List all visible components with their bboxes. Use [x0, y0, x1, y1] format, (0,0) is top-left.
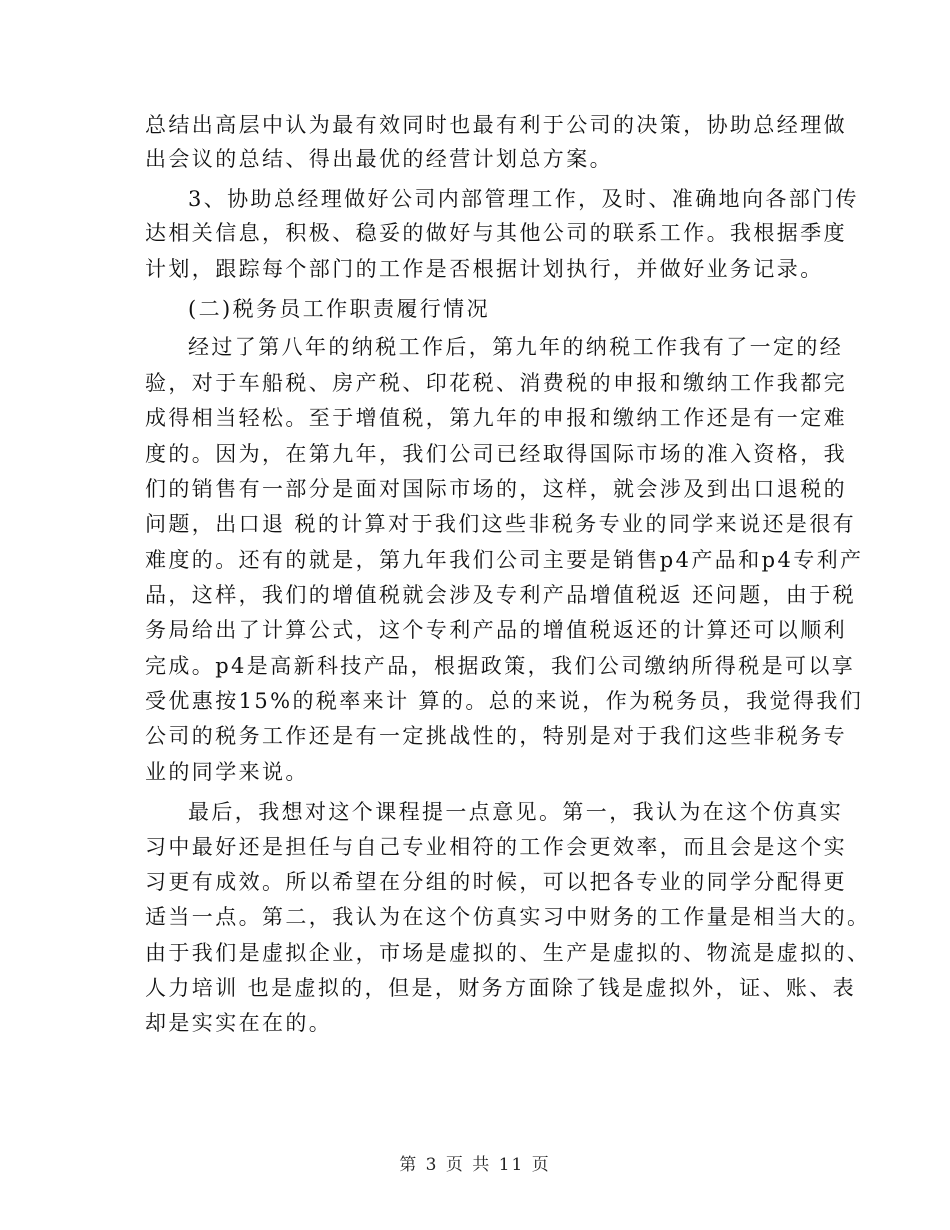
- text-line: 度的。因为，在第九年，我们公司已经取得国际市场的准入资格，我: [145, 442, 847, 466]
- text-line: 品，这样，我们的增值税就会涉及专利产品增值税返 还问题，由于税: [145, 583, 857, 607]
- text-line: 完成。p4是高新科技产品，根据政策，我们公司缴纳所得税是可以享: [145, 654, 856, 678]
- text-line: 出会议的总结、得出最优的经营计划总方案。: [145, 147, 613, 171]
- text-line: 由于我们是虚拟企业，市场是虚拟的、生产是虚拟的、物流是虚拟的、: [145, 941, 871, 965]
- text-line: 难度的。还有的就是，第九年我们公司主要是销售p4产品和p4专利产: [145, 548, 864, 572]
- text-line: 公司的税务工作还是有一定挑战性的，特别是对于我们这些非税务专: [145, 724, 847, 748]
- text-line: 最后，我想对这个课程提一点意见。第一，我认为在这个仿真实: [188, 800, 844, 824]
- text-line: 3、协助总经理做好公司内部管理工作，及时、准确地向各部门传: [188, 187, 859, 211]
- text-line: 却是实实在在的。: [145, 1011, 333, 1035]
- text-line: 验，对于车船税、房产税、印花税、消费税的申报和缴纳工作我都完: [145, 371, 847, 395]
- text-line: 人力培训 也是虚拟的，但是，财务方面除了钱是虚拟外，证、账、表: [145, 976, 857, 1000]
- text-line: 计划，跟踪每个部门的工作是否根据计划执行，并做好业务记录。: [145, 257, 824, 281]
- text-line: 们的销售有一部分是面对国际市场的，这样，就会涉及到出口退税的: [145, 477, 847, 501]
- page-number-footer: 第 3 页 共 11 页: [399, 1155, 551, 1175]
- text-line: 习更有成效。所以希望在分组的时候，可以把各专业的同学分配得更: [145, 870, 847, 894]
- text-line: 达相关信息，积极、稳妥的做好与其他公司的联系工作。我根据季度: [145, 221, 847, 245]
- text-line: 业的同学来说。: [145, 760, 309, 784]
- text-line: 务局给出了计算公式，这个专利产品的增值税返还的计算还可以顺利: [145, 618, 847, 642]
- text-line: 成得相当轻松。至于增值税，第九年的申报和缴纳工作还是有一定难: [145, 406, 847, 430]
- text-line: 经过了第八年的纳税工作后，第九年的纳税工作我有了一定的经: [188, 335, 844, 359]
- text-line: 问题，出口退 税的计算对于我们这些非税务专业的同学来说还是很有: [145, 512, 857, 536]
- text-line: 受优惠按15%的税率来计 算的。总的来说，作为税务员，我觉得我们: [145, 689, 864, 713]
- section-heading: (二)税务员工作职责履行情况: [188, 297, 490, 321]
- text-line: 习中最好还是担任与自己专业相符的工作会更效率，而且会是这个实: [145, 835, 847, 859]
- text-line: 适当一点。第二，我认为在这个仿真实习中财务的工作量是相当大的。: [145, 905, 871, 929]
- text-line: 总结出高层中认为最有效同时也最有利于公司的决策，协助总经理做: [145, 113, 847, 137]
